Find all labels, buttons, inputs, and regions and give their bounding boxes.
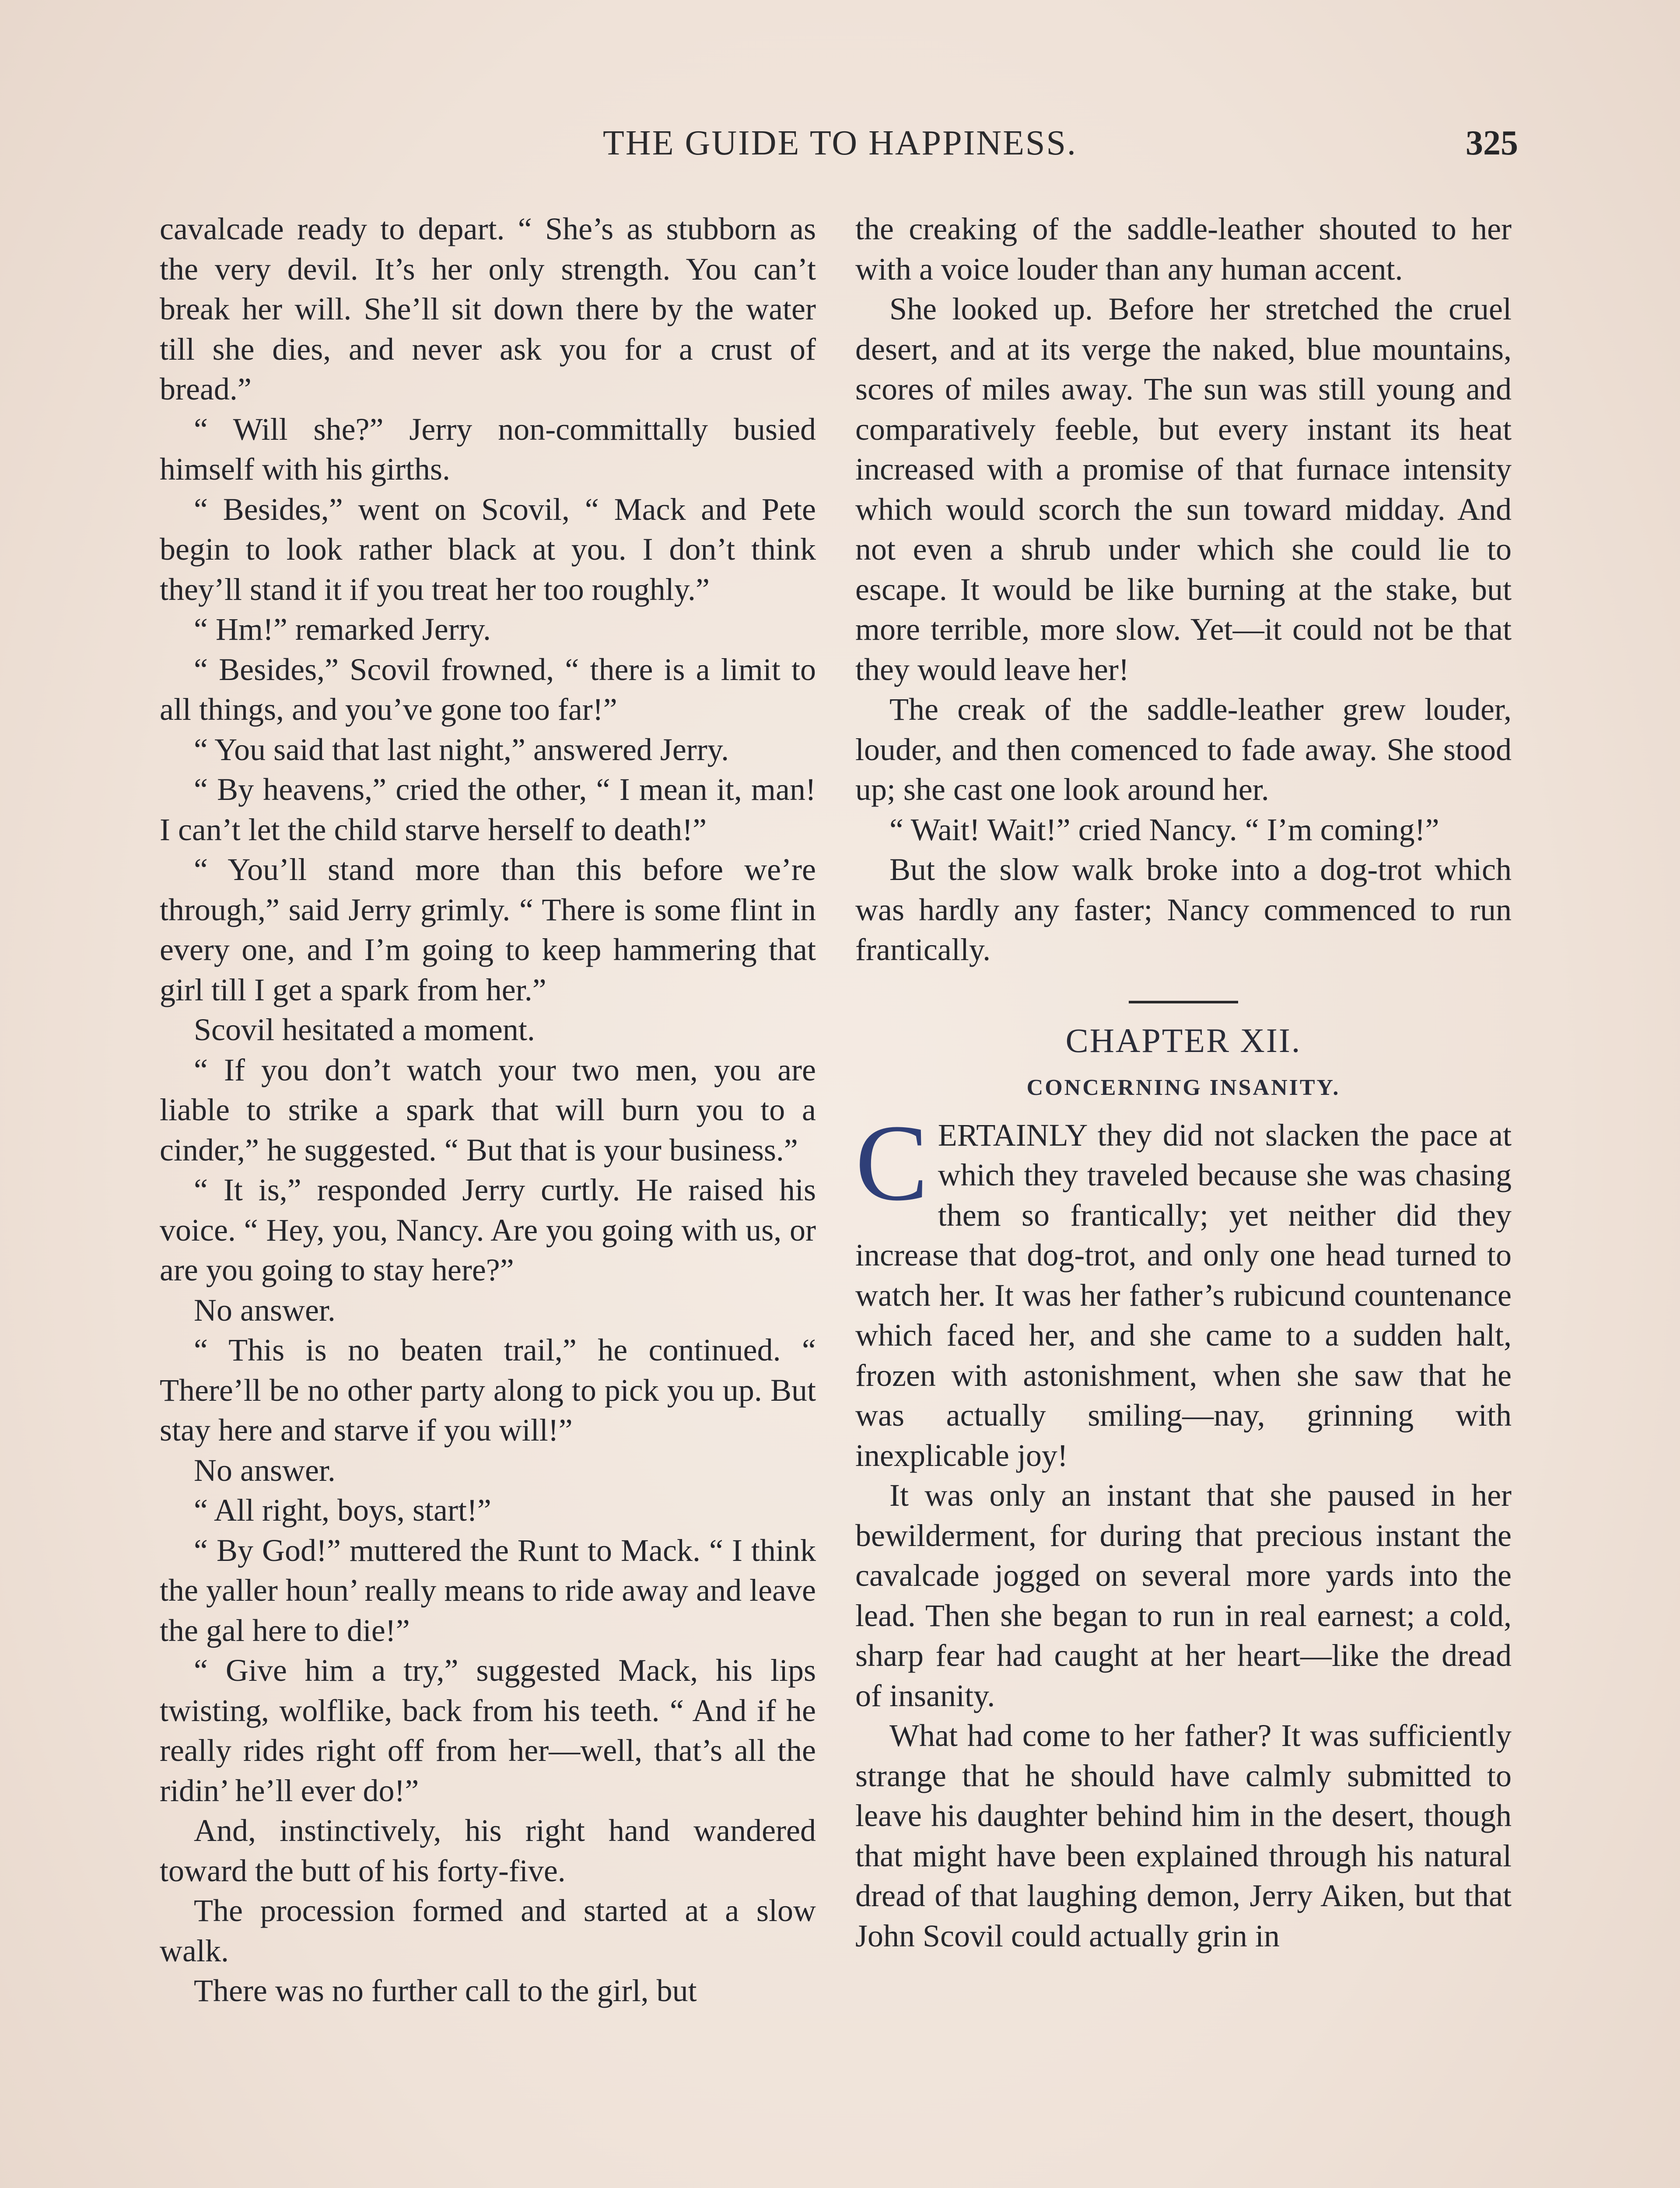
right-column — [855, 209, 1512, 1956]
paragraph: “ Will she?” Jerry non-committally busied himself with his girths. — [160, 411, 816, 487]
paragraph: “ By God!” muttered the Runt to Mack. “ I think the yaller houn’ really means to ride away and leave the gal here to die!” — [160, 1532, 816, 1648]
paragraph: The procession formed and started at a slow walk. — [160, 1893, 816, 1968]
paragraph: “ Give him a try,” suggested Mack, his lips twisting, wolflike, back from his teeth. “ And if he really rides right off from her—well, that’s all the ridin’ he’ll ever do!” — [160, 1653, 816, 1808]
paragraph: The creak of the saddle-leather grew louder, louder, and then comenced to fade away. She stood up; she cast one look around her. — [855, 692, 1512, 807]
paragraph: “ You said that last night,” answered Jerry. — [194, 732, 729, 767]
page-header — [162, 123, 1518, 185]
page-number: 325 — [1466, 124, 1518, 162]
paragraph: She looked up. Before her stretched the cruel desert, and at its verge the naked, blue mountains, scores of miles away. The sun was still young and comparatively feeble, but every instant its heat increased with a promise of that furnace intensity which would scorch the sun toward midday. And not even a shrub under which she could lie to escape. It would be like burning at the stake, but more terrible, more slow. Yet—it could not be that they would leave her! — [855, 291, 1512, 687]
paragraph: “ Hm!” remarked Jerry. — [194, 612, 491, 647]
paragraph: “ It is,” responded Jerry curtly. He raised his voice. “ Hey, you, Nancy. Are you going with us, or are you going to stay here?” — [160, 1172, 816, 1287]
left-column — [160, 209, 816, 2011]
paragraph: “ Wait! Wait!” cried Nancy. “ I’m coming!” — [889, 812, 1439, 847]
paragraph: No answer. — [194, 1452, 336, 1488]
chapter-opening-text: ERTAINLY they did not slacken the pace at which they traveled because she was chasing them so frantically; yet neither did they increase that dog-trot, and only one head turned to watch her. It was her father’s rubicund countenance which faced her, and she came to a sudden halt, frozen with astonishment, when she saw that he was actually smiling—nay, grinning with inexplicable joy! — [855, 1117, 1512, 1473]
paragraph: “ Besides,” Scovil frowned, “ there is a limit to all things, and you’ve gone too far!” — [160, 652, 816, 727]
chapter-title: CHAPTER XII. — [1065, 1021, 1302, 1059]
paragraph: “ All right, boys, start!” — [194, 1493, 491, 1528]
running-title: THE GUIDE TO HAPPINESS. — [603, 124, 1077, 162]
paragraph: Scovil hesitated a moment. — [194, 1012, 535, 1047]
paragraph: “ By heavens,” cried the other, “ I mean it, man! I can’t let the child starve herself to death!” — [160, 772, 816, 847]
paragraph: cavalcade ready to depart. “ She’s as stubborn as the very devil. It’s her only strength. You can’t break her will. She’ll sit down there by the water till she dies, and never ask you for a crust of bread.” — [160, 211, 816, 407]
paragraph: the creaking of the saddle-leather shouted to her with a voice louder than any human accent. — [855, 211, 1512, 287]
chapter-opening-paragraph — [855, 1102, 1512, 1476]
paragraph: “ Besides,” went on Scovil, “ Mack and Pete begin to look rather black at you. I don’t think they’ll stand it if you treat her too roughly.” — [160, 491, 816, 607]
paragraph: “ This is no beaten trail,” he continued. “ There’ll be no other party along to pick you up. But stay here and starve if you will!” — [160, 1332, 816, 1448]
paragraph: It was only an instant that she paused in her bewilderment, for during that precious instant the cavalcade jogged on several more yards into the lead. Then she began to run in real earnest; a cold, sharp fear had caught at her heart—like the dread of insanity. — [855, 1478, 1512, 1713]
section-divider — [1129, 1001, 1238, 1003]
paragraph: “ If you don’t watch your two men, you are liable to strike a spark that will burn you to a cinder,” he suggested. “ But that is your business.” — [160, 1052, 816, 1168]
paragraph: And, instinctively, his right hand wandered toward the butt of his forty-five. — [160, 1813, 816, 1888]
paragraph: There was no further call to the girl, but — [194, 1973, 697, 2008]
paragraph: What had come to her father? It was sufficiently strange that he should have calmly submitted to leave his daughter behind him in the desert, though that might have been explained through his natural dread of that laughing demon, Jerry Aiken, but that John Scovil could actually grin in — [855, 1718, 1512, 1953]
drop-cap: C — [855, 1102, 928, 1224]
chapter-subtitle: CONCERNING INSANITY. — [1026, 1075, 1340, 1100]
paragraph: No answer. — [194, 1292, 336, 1328]
paragraph: “ You’ll stand more than this before we’re through,” said Jerry grimly. “ There is some flint in every one, and I’m going to keep hammering that girl till I get a spark from her.” — [160, 852, 816, 1007]
paragraph: But the slow walk broke into a dog-trot which was hardly any faster; Nancy commenced to run frantically. — [855, 852, 1512, 967]
